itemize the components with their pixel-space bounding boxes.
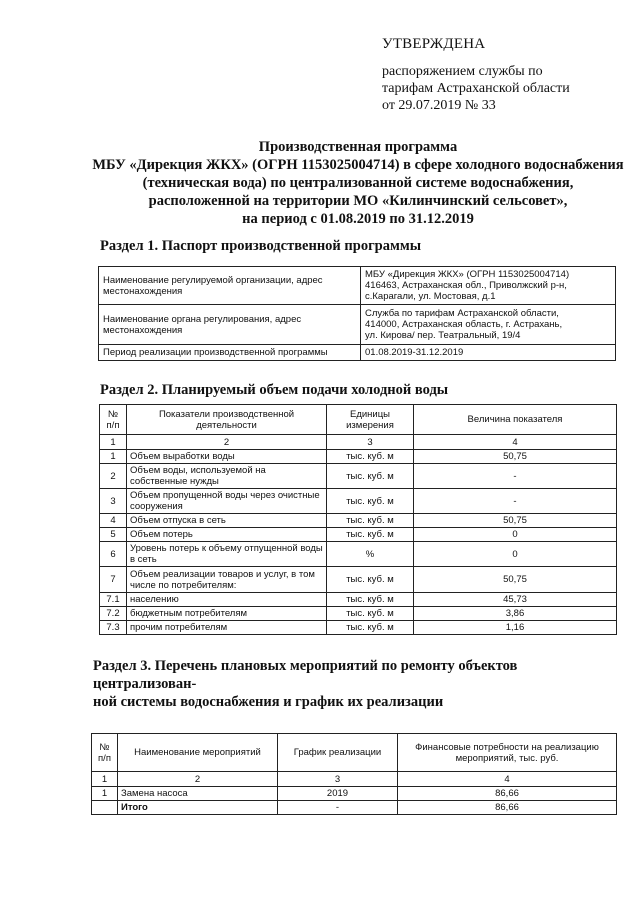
passport-table: [98, 266, 616, 361]
table-colnum-row: [100, 435, 617, 450]
cell-line: 414000, Астраханская область, г. Астрахань,: [365, 319, 563, 330]
header-cell: Единицы измерения: [327, 405, 414, 435]
row-num: 3: [100, 489, 127, 514]
title-line: расположенной на территории МО «Килинчинский сельсовет»,: [148, 193, 568, 209]
row-name: Замена насоса: [118, 787, 278, 801]
title-line: МБУ «Дирекция ЖКХ» (ОГРН 1153025004714) в сфере холодного водоснабжения: [92, 157, 624, 173]
header-cell: Показатели производственной деятельности: [127, 405, 327, 435]
table-row: [99, 267, 616, 305]
row-unit: тыс. куб. м: [327, 593, 414, 607]
row-value: 1,16: [414, 621, 617, 635]
row-num: 7.3: [100, 621, 127, 635]
volume-table: [99, 404, 617, 635]
row-unit: тыс. куб. м: [327, 567, 414, 593]
row-unit: тыс. куб. м: [327, 528, 414, 542]
row-finance: 86,66: [398, 787, 617, 801]
row-name: населению: [127, 593, 327, 607]
cell-line: МБУ «Дирекция ЖКХ» (ОГРН 1153025004714): [365, 269, 570, 280]
row-unit: тыс. куб. м: [327, 514, 414, 528]
table-cell: 01.08.2019-31.12.2019: [361, 345, 616, 361]
row-num: 1: [92, 787, 118, 801]
title-line: (техническая вода) по централизованной системе водоснабжения,: [142, 175, 574, 191]
table-row: [99, 345, 616, 361]
row-unit: тыс. куб. м: [327, 607, 414, 621]
section1-heading: Раздел 1. Паспорт производственной программы: [100, 238, 422, 254]
row-num: 6: [100, 542, 127, 567]
row-unit: тыс. куб. м: [327, 621, 414, 635]
row-name: Объем отпуска в сеть: [127, 514, 327, 528]
row-schedule: 2019: [278, 787, 398, 801]
row-value: 50,75: [414, 567, 617, 593]
row-value: 0: [414, 542, 617, 567]
colnum-cell: 3: [278, 772, 398, 787]
table-row: [100, 489, 617, 514]
table-row: [100, 464, 617, 489]
row-unit: %: [327, 542, 414, 567]
table-cell: Наименование органа регулирования, адрес местонахождения: [99, 305, 361, 345]
row-value: 3,86: [414, 607, 617, 621]
row-value: 50,75: [414, 514, 617, 528]
table-row: [100, 450, 617, 464]
header-cell: Финансовые потребности на реализацию мероприятий, тыс. руб.: [398, 734, 617, 772]
row-name: Объем выработки воды: [127, 450, 327, 464]
row-value: 0: [414, 528, 617, 542]
row-num: 4: [100, 514, 127, 528]
colnum-cell: 4: [414, 435, 617, 450]
approval-line: тарифам Астраханской области: [382, 81, 570, 96]
heading-line: Раздел 3. Перечень плановых мероприятий по ремонту объектов централизован-: [93, 658, 518, 692]
table-header-row: [92, 734, 617, 772]
approval-heading: УТВЕРЖДЕНА: [382, 36, 486, 52]
total-label: Итого: [118, 801, 278, 815]
row-name: Уровень потерь к объему отпущенной воды в сеть: [127, 542, 327, 567]
table-total-row: [92, 801, 617, 815]
table-row: [100, 514, 617, 528]
header-cell: № п/п: [100, 405, 127, 435]
row-num: 7: [100, 567, 127, 593]
row-name: Объем пропущенной воды через очистные сооружения: [127, 489, 327, 514]
table-row: [99, 305, 616, 345]
row-name: Объем воды, используемой на собственные нужды: [127, 464, 327, 489]
table-cell: Наименование регулируемой организации, адрес местонахождения: [99, 267, 361, 305]
approval-line: от 29.07.2019 № 33: [382, 98, 496, 113]
header-cell: № п/п: [92, 734, 118, 772]
document-title: [88, 138, 628, 228]
row-name: Объем потерь: [127, 528, 327, 542]
row-name: Объем реализации товаров и услуг, в том числе по потребителям:: [127, 567, 327, 593]
row-num: [92, 801, 118, 815]
total-schedule: -: [278, 801, 398, 815]
header-cell: График реализации: [278, 734, 398, 772]
table-row: [100, 567, 617, 593]
row-value: 45,73: [414, 593, 617, 607]
table-cell: Период реализации производственной программы: [99, 345, 361, 361]
row-num: 5: [100, 528, 127, 542]
table-colnum-row: [92, 772, 617, 787]
cell-line: с.Карагали, ул. Мостовая, д.1: [365, 291, 496, 302]
header-cell: Наименование мероприятий: [118, 734, 278, 772]
table-cell: [361, 305, 616, 345]
section2-heading: Раздел 2. Планируемый объем подачи холодной воды: [100, 382, 449, 398]
table-row: [92, 787, 617, 801]
title-line: на период с 01.08.2019 по 31.12.2019: [242, 211, 474, 227]
approval-block: [382, 36, 570, 114]
colnum-cell: 1: [92, 772, 118, 787]
row-name: прочим потребителям: [127, 621, 327, 635]
colnum-cell: 2: [118, 772, 278, 787]
colnum-cell: 2: [127, 435, 327, 450]
table-row: [100, 542, 617, 567]
cell-line: Служба по тарифам Астраханской области,: [365, 308, 559, 319]
measures-table: [91, 733, 617, 815]
cell-line: 416463, Астраханская обл., Приволжский р-н,: [365, 280, 567, 291]
total-finance: 86,66: [398, 801, 617, 815]
table-header-row: [100, 405, 617, 435]
title-line: Производственная программа: [258, 139, 458, 155]
heading-line: ной системы водоснабжения и график их реализации: [93, 694, 444, 710]
row-value: -: [414, 464, 617, 489]
table-row: [100, 607, 617, 621]
table-row: [100, 528, 617, 542]
table-cell: [361, 267, 616, 305]
header-cell: Величина показателя: [414, 405, 617, 435]
table-row: [100, 621, 617, 635]
row-num: 7.1: [100, 593, 127, 607]
approval-line: распоряжением службы по: [382, 64, 543, 79]
table-row: [100, 593, 617, 607]
row-value: 50,75: [414, 450, 617, 464]
cell-line: ул. Кирова/ пер. Театральный, 19/4: [365, 330, 521, 341]
colnum-cell: 3: [327, 435, 414, 450]
row-unit: тыс. куб. м: [327, 489, 414, 514]
row-value: -: [414, 489, 617, 514]
row-num: 2: [100, 464, 127, 489]
row-num: 7.2: [100, 607, 127, 621]
colnum-cell: 1: [100, 435, 127, 450]
row-unit: тыс. куб. м: [327, 450, 414, 464]
row-num: 1: [100, 450, 127, 464]
colnum-cell: 4: [398, 772, 617, 787]
row-unit: тыс. куб. м: [327, 464, 414, 489]
section3-heading: [93, 657, 623, 711]
row-name: бюджетным потребителям: [127, 607, 327, 621]
